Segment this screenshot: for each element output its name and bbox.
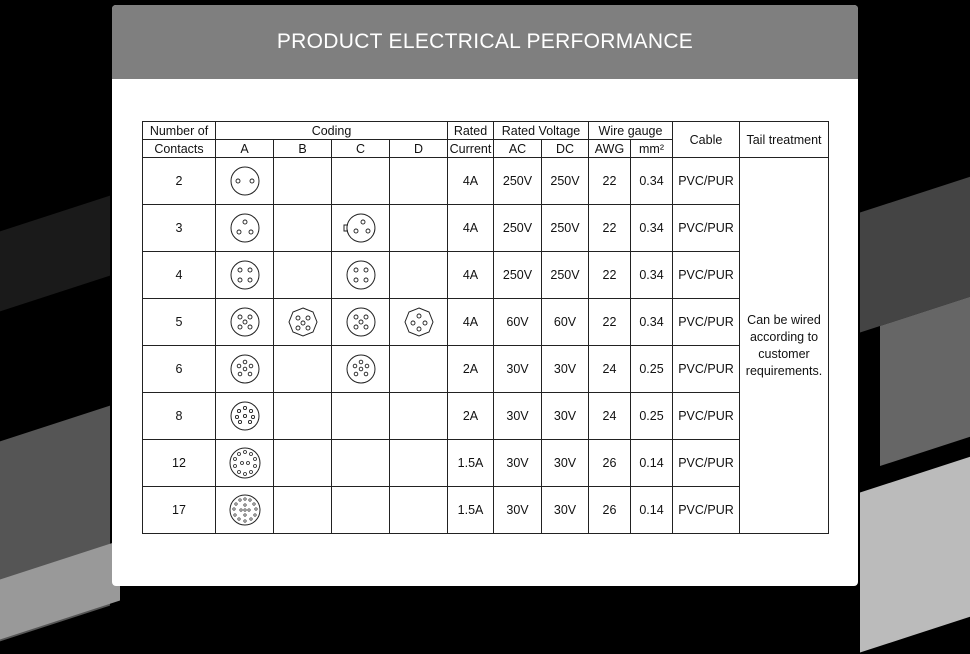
tail-treatment-cell — [740, 158, 829, 534]
current-cell: 4A — [448, 299, 494, 346]
awg-cell: 26 — [589, 440, 631, 487]
page-title: PRODUCT ELECTRICAL PERFORMANCE — [276, 30, 694, 53]
header-coding-a: A — [216, 140, 274, 158]
coding-a-cell — [216, 205, 274, 252]
spec-table — [142, 121, 829, 534]
card-header — [112, 5, 858, 79]
coding-c-cell — [332, 299, 390, 346]
contacts-cell: 12 — [143, 440, 216, 487]
mm2-cell: 0.34 — [631, 252, 673, 299]
coding-b-cell — [274, 205, 332, 252]
pin-layout-6-a-icon — [223, 350, 267, 388]
dc-cell: 30V — [542, 487, 589, 534]
coding-d-cell — [390, 487, 448, 534]
cable-cell: PVC/PUR — [673, 487, 740, 534]
header-rated-1: Rated — [448, 122, 494, 140]
pin-layout-3-a-icon — [223, 209, 267, 247]
coding-a-cell — [216, 158, 274, 205]
coding-a-cell — [216, 252, 274, 299]
coding-a-cell — [216, 487, 274, 534]
mm2-cell: 0.25 — [631, 346, 673, 393]
current-cell: 1.5A — [448, 440, 494, 487]
coding-d-cell — [390, 299, 448, 346]
coding-c-cell — [332, 487, 390, 534]
awg-cell: 22 — [589, 205, 631, 252]
cable-cell: PVC/PUR — [673, 158, 740, 205]
pin-layout-5-a-icon — [223, 303, 267, 341]
current-cell: 4A — [448, 158, 494, 205]
mm2-cell: 0.34 — [631, 205, 673, 252]
cable-cell: PVC/PUR — [673, 205, 740, 252]
coding-b-cell — [274, 158, 332, 205]
table-row — [143, 346, 829, 393]
pin-layout-3-c-icon — [339, 209, 383, 247]
coding-c-cell — [332, 440, 390, 487]
tail-note-line: customer — [758, 346, 810, 361]
dc-cell: 30V — [542, 393, 589, 440]
coding-c-cell — [332, 205, 390, 252]
ac-cell: 30V — [494, 393, 542, 440]
header-cable: Cable — [673, 122, 740, 158]
mm2-cell: 0.14 — [631, 440, 673, 487]
table-row — [143, 205, 829, 252]
contacts-cell: 5 — [143, 299, 216, 346]
pin-layout-17-a-icon — [223, 490, 267, 530]
header-contacts-1: Number of — [143, 122, 216, 140]
header-dc: DC — [542, 140, 589, 158]
header-tail: Tail treatment — [740, 122, 829, 158]
coding-c-cell — [332, 252, 390, 299]
contacts-cell: 8 — [143, 393, 216, 440]
awg-cell: 22 — [589, 252, 631, 299]
coding-d-cell — [390, 440, 448, 487]
coding-c-cell — [332, 346, 390, 393]
content-card — [112, 5, 858, 586]
coding-b-cell — [274, 487, 332, 534]
cable-cell: PVC/PUR — [673, 440, 740, 487]
awg-cell: 22 — [589, 299, 631, 346]
dc-cell: 30V — [542, 346, 589, 393]
current-cell: 4A — [448, 252, 494, 299]
tail-note-line: according to — [749, 329, 819, 344]
header-ac: AC — [494, 140, 542, 158]
cable-cell: PVC/PUR — [673, 393, 740, 440]
header-awg: AWG — [589, 140, 631, 158]
ac-cell: 250V — [494, 205, 542, 252]
cable-cell: PVC/PUR — [673, 346, 740, 393]
coding-a-cell — [216, 299, 274, 346]
coding-b-cell — [274, 346, 332, 393]
coding-b-cell — [274, 299, 332, 346]
table-row — [143, 487, 829, 534]
contacts-cell: 6 — [143, 346, 216, 393]
awg-cell: 22 — [589, 158, 631, 205]
background-shape — [860, 428, 970, 653]
cable-cell: PVC/PUR — [673, 252, 740, 299]
coding-a-cell — [216, 440, 274, 487]
coding-c-cell — [332, 393, 390, 440]
mm2-cell: 0.34 — [631, 158, 673, 205]
pin-layout-5-d-icon — [395, 303, 443, 341]
header-coding: Coding — [216, 122, 448, 140]
pin-layout-2-a-icon — [223, 162, 267, 200]
coding-a-cell — [216, 393, 274, 440]
pin-layout-12-a-icon — [223, 443, 267, 483]
tail-note-line: requirements. — [745, 363, 823, 378]
header-rated-2: Current — [448, 140, 494, 158]
mm2-cell: 0.34 — [631, 299, 673, 346]
pin-layout-6-c-icon — [339, 350, 383, 388]
current-cell: 2A — [448, 346, 494, 393]
dc-cell: 30V — [542, 440, 589, 487]
cable-cell: PVC/PUR — [673, 299, 740, 346]
pin-layout-5-c-icon — [339, 303, 383, 341]
coding-c-cell — [332, 158, 390, 205]
coding-d-cell — [390, 346, 448, 393]
coding-b-cell — [274, 252, 332, 299]
ac-cell: 30V — [494, 346, 542, 393]
awg-cell: 24 — [589, 393, 631, 440]
current-cell: 2A — [448, 393, 494, 440]
dc-cell: 250V — [542, 158, 589, 205]
header-contacts-2: Contacts — [143, 140, 216, 158]
tail-note-line: Can be wired — [747, 312, 821, 327]
pin-layout-8-a-icon — [223, 397, 267, 435]
contacts-cell: 3 — [143, 205, 216, 252]
ac-cell: 250V — [494, 158, 542, 205]
dc-cell: 60V — [542, 299, 589, 346]
contacts-cell: 4 — [143, 252, 216, 299]
header-wire-gauge: Wire gauge — [589, 122, 673, 140]
awg-cell: 24 — [589, 346, 631, 393]
coding-d-cell — [390, 158, 448, 205]
contacts-cell: 2 — [143, 158, 216, 205]
header-coding-c: C — [332, 140, 390, 158]
table-row — [143, 393, 829, 440]
pin-layout-4-a-icon — [223, 256, 267, 294]
coding-d-cell — [390, 393, 448, 440]
table-row — [143, 252, 829, 299]
current-cell: 1.5A — [448, 487, 494, 534]
background-shape — [0, 196, 110, 325]
table-row — [143, 299, 829, 346]
pin-layout-4-c-icon — [339, 256, 383, 294]
awg-cell: 26 — [589, 487, 631, 534]
dc-cell: 250V — [542, 205, 589, 252]
table-row — [143, 158, 829, 205]
ac-cell: 30V — [494, 440, 542, 487]
table-row — [143, 440, 829, 487]
ac-cell: 250V — [494, 252, 542, 299]
dc-cell: 250V — [542, 252, 589, 299]
header-coding-b: B — [274, 140, 332, 158]
header-coding-d: D — [390, 140, 448, 158]
current-cell: 4A — [448, 205, 494, 252]
pin-layout-5-b-icon — [279, 303, 327, 341]
coding-b-cell — [274, 393, 332, 440]
coding-a-cell — [216, 346, 274, 393]
mm2-cell: 0.25 — [631, 393, 673, 440]
header-mm2: mm² — [631, 140, 673, 158]
ac-cell: 60V — [494, 299, 542, 346]
ac-cell: 30V — [494, 487, 542, 534]
coding-d-cell — [390, 252, 448, 299]
header-rated-voltage: Rated Voltage — [494, 122, 589, 140]
coding-b-cell — [274, 440, 332, 487]
contacts-cell: 17 — [143, 487, 216, 534]
coding-d-cell — [390, 205, 448, 252]
mm2-cell: 0.14 — [631, 487, 673, 534]
